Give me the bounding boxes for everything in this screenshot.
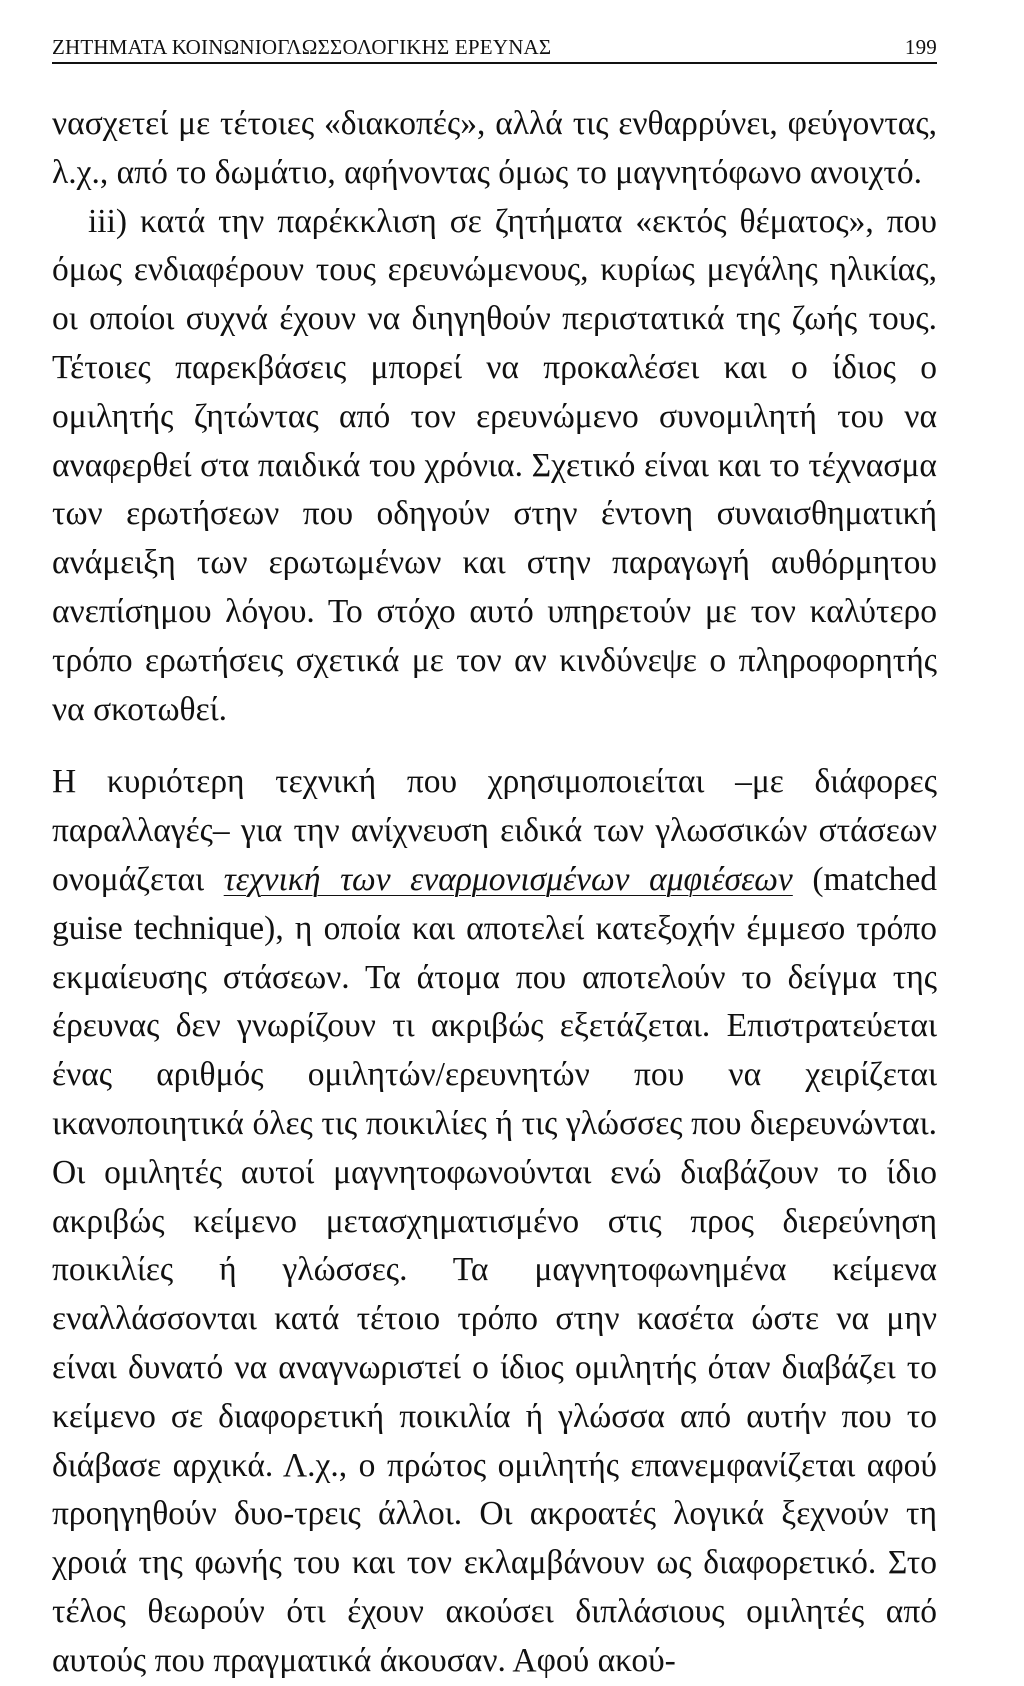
running-header-title: ΖΗΤΗΜΑΤΑ ΚΟΙΝΩΝΙΟΓΛΩΣΣΟΛΟΓΙΚΗΣ ΕΡΕΥΝΑΣ: [52, 35, 552, 59]
body-text: [52, 100, 937, 1686]
paragraph-text-start: Η κυριότερη τεχνική που χρησιμοποιείται –με διάφορες παραλλαγές– για την ανίχνευση ειδικά των γλωσσικών στάσεων ονομάζεται: [52, 763, 937, 898]
paragraph-list-item-iii: iii) κατά την παρέκκλιση σε ζητήματα «εκτός θέματος», που όμως ενδιαφέρουν τους ερευνώμενους, κυρίως μεγάλης ηλικίας, οι οποίοι συχνά έχουν να διηγηθούν περιστατικά της ζωής τους. Τέτοιες παρεκβάσεις μπορεί να προκαλέσει και ο ίδιος ο ομιλητής ζητώντας από τον ερευνώμενο συνομιλητή του να αναφερθεί στα παιδικά του χρόνια. Σχετικό είναι και το τέχνασμα των ερωτήσεων που οδηγούν στην έντονη συναισθηματική ανάμειξη των ερωτωμένων και στην παραγωγή αυθόρμητου ανεπίσημου λόγου. Το στόχο αυτό υπηρετούν με τον καλύτερο τρόπο ερωτήσεις σχετικά με τον αν κινδύνεψε ο πληροφορητής να σκοτωθεί.: [52, 202, 937, 728]
technique-term-italic: τεχνική των εναρμονισμένων αμφιέσεων: [223, 860, 793, 898]
book-page: [52, 30, 937, 1686]
paragraph-matched-guise: [52, 758, 937, 1685]
paragraph-text-end: , η οποία και αποτελεί κατεξοχήν έμμεσο τρόπο εκμαίευσης στάσεων. Τα άτομα που αποτελούν το δείγμα της έρευνας δεν γνωρίζουν τι ακριβώς εξετάζεται. Επιστρατεύεται ένας αριθμός ομιλητών/ερευνητών που να χειρίζεται ικανοποιητικά όλες τις ποικιλίες ή τις γλώσσες που διερευνώνται. Οι ομιλητές αυτοί μαγνητοφωνούνται ενώ διαβάζουν το ίδιο ακριβώς κείμενο μετασχηματισμένο στις προς διερεύνηση ποικιλίες ή γλώσσες. Τα μαγνητοφωνημένα κείμενα εναλλάσσονται κατά τέτοιο τρόπο στην κασέτα ώστε να μην είναι δυνατό να αναγνωριστεί ο ίδιος ομιλητής όταν διαβάζει το κείμενο σε διαφορετική ποικιλία ή γλώσσα από αυτήν που το διάβασε αρχικά. Λ.χ., ο πρώτος ομιλητής επανεμφανίζεται αφού προηγηθούν δυο-τρεις άλλοι. Οι ακροατές λογικά ξεχνούν τη χροιά της φωνής του και τον εκλαμβάνουν ως διαφορετικό. Στο τέλος θεωρούν ότι έχουν ακούσει διπλάσιους ομιλητές από αυτούς που πραγματικά άκουσαν. Αφού ακού-: [52, 909, 937, 1679]
running-header: [52, 30, 937, 64]
page-number: 199: [904, 35, 937, 59]
english-term: (matched guise technique): [52, 860, 938, 947]
paragraph-continuation: νασχετεί με τέτοιες «διακοπές», αλλά τις ενθαρρύνει, φεύγοντας, λ.χ., από το δωμάτιο, αφήνοντας όμως το μαγνητόφωνο ανοιχτό.: [52, 105, 937, 191]
